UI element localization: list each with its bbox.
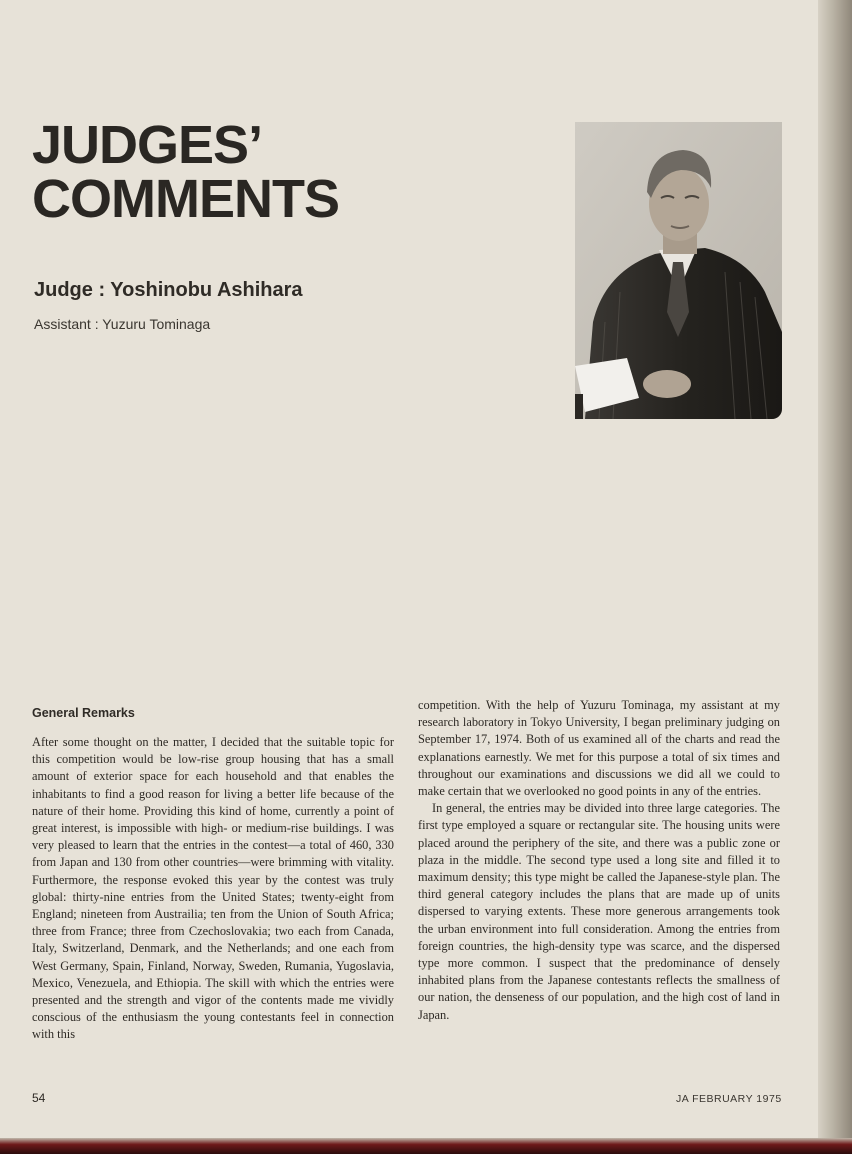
page-title bbox=[32, 115, 339, 229]
portrait-illustration bbox=[575, 122, 782, 419]
text-column-left bbox=[32, 706, 394, 1044]
page-bottom-edge bbox=[0, 1138, 852, 1154]
body-paragraph-1: After some thought on the matter, I decided that the suitable topic for this competition would be low-rise group housing that has a small amount of exterior space for each household and that enables the inhabitants to find a good reason for living a better life because of the nature of their home. Providing this kind of home, currently a point of great interest, is impossible with high- or medium-rise buildings. I was very pleased to learn that the entries in the contest—a total of 460, 330 from Japan and 130 from other countries—were brimming with vitality. Furthermore, the response evoked this year by the contest was truly global: thirty-nine entries from the United States; twenty-eight from England; nineteen from Austrailia; ten from the Union of South Africa; three from France; three from Czechoslovakia; two each from Canada, Italy, Switzerland, Denmark, and the Netherlands; and one each from West Germany, Spain, Finland, Norway, Sweden, Rumania, Yugoslavia, Mexico, Venezuela, and Ethiopia. The skill with which the entries were presented and the strength and vigor of the contents made me vividly conscious of the enthusiasm the young contestants feel in connection with this bbox=[32, 735, 394, 1042]
journal-issue-label: JA FEBRUARY 1975 bbox=[676, 1093, 782, 1105]
page-title-line-2: COMMENTS bbox=[32, 169, 339, 229]
body-paragraph-2: In general, the entries may be divided into three large categories. The first type employed a square or rectangular site. The housing units were placed around the periphery of the site, and there was a public zone or plaza in the middle. The second type used a long site and filled it to maximum density; this type might be called the Japanese-style plan. The third general category includes the plans that are made up of units dispersed to varying extents. These more generous arrangements took the urban environment into full consideration. Among the entries from foreign countries, the high-density type was scarce, and the dispersed type more common. I suspect that the predominance of densely inhabited plans from the Japanese contestants reflects the smallness of our nation, the denseness of our population, and the high cost of land in Japan. bbox=[418, 801, 780, 1022]
body-paragraph-1-continued: competition. With the help of Yuzuru Tominaga, my assistant at my research laboratory in Tokyo University, I began preliminary judging on September 17, 1974. Both of us examined all of the charts and read the explanations earnestly. We met for this purpose a total of six times and throughout our examinations and discussions we did all we could to make certain that we overlooked no good points in any of the entries. bbox=[418, 698, 780, 799]
page-title-line-1: JUDGES’ bbox=[32, 115, 263, 175]
judge-name: Judge : Yoshinobu Ashihara bbox=[34, 279, 303, 301]
judge-portrait-photo bbox=[575, 122, 782, 419]
text-column-right bbox=[418, 697, 780, 1024]
assistant-name: Assistant : Yuzuru Tominaga bbox=[34, 316, 211, 332]
section-heading: General Remarks bbox=[32, 706, 135, 720]
page-number: 54 bbox=[32, 1091, 46, 1105]
page-gutter-shadow bbox=[818, 0, 852, 1154]
